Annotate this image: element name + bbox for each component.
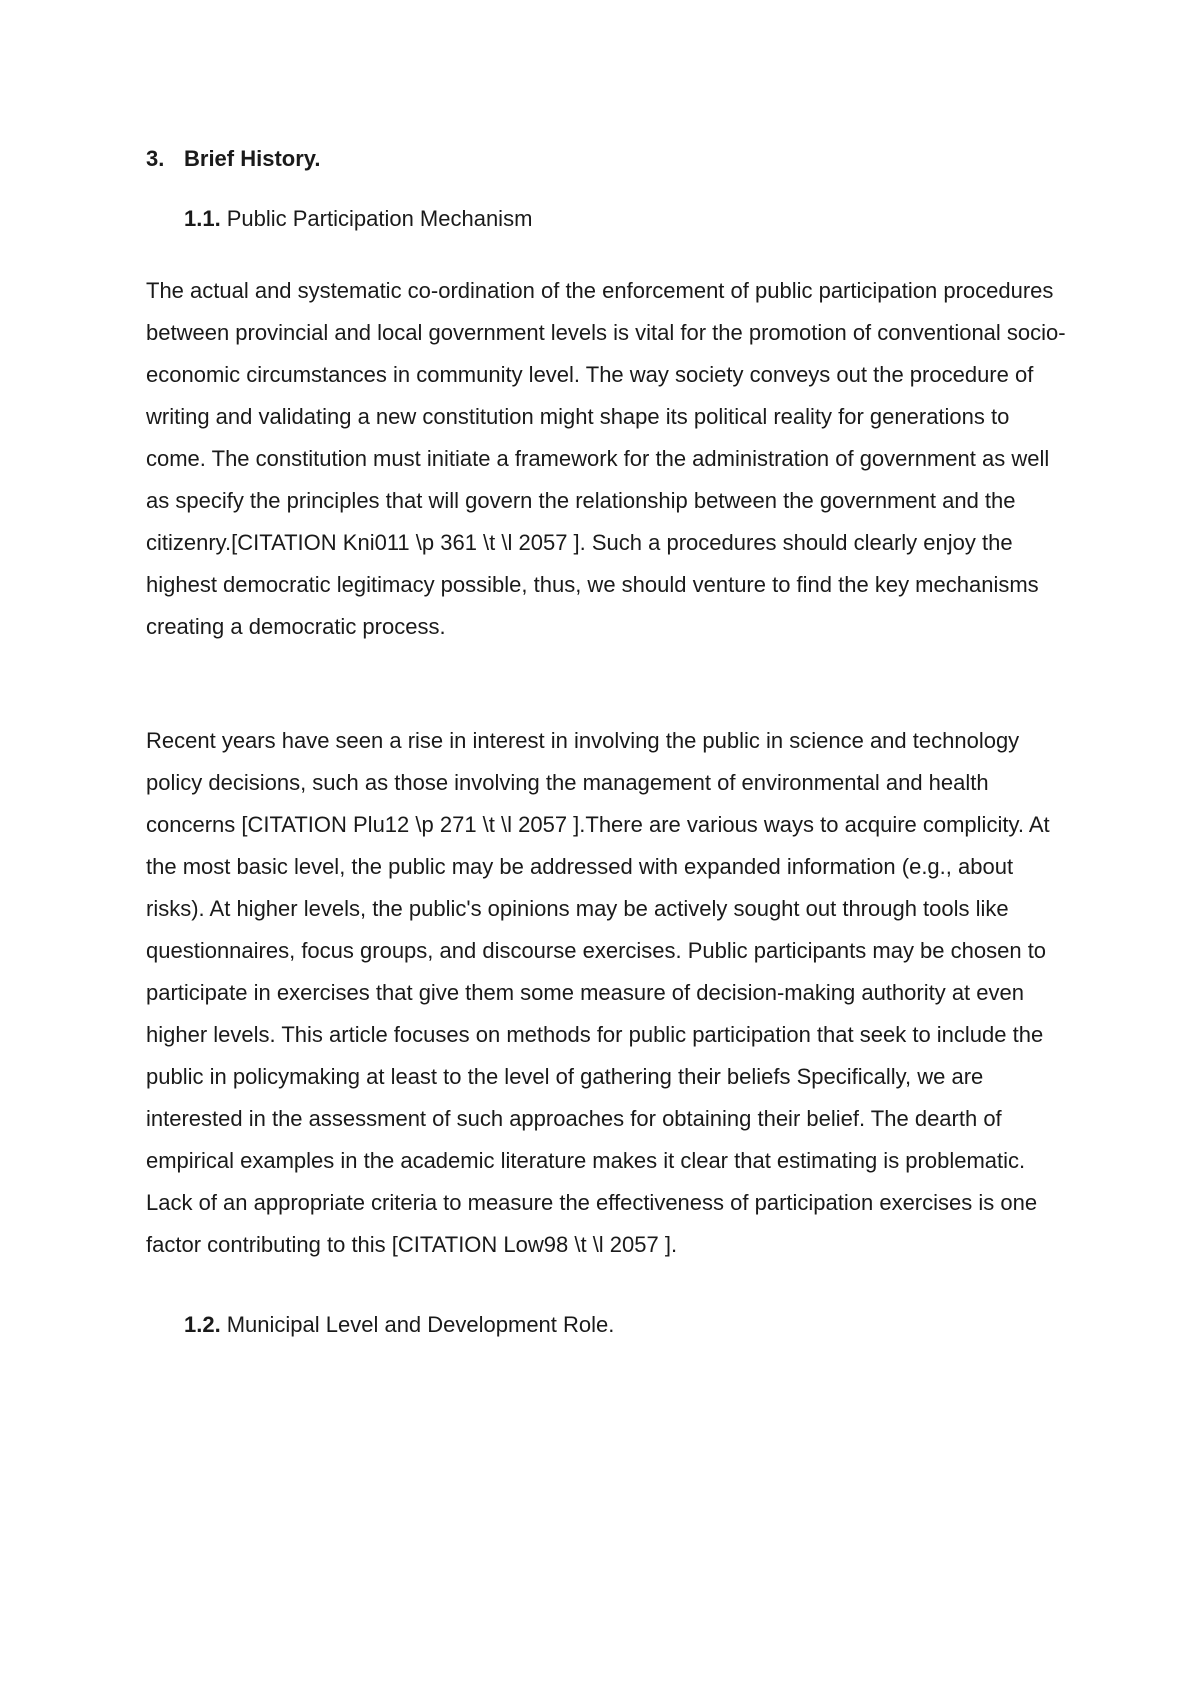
subsection-heading-2 — [184, 1308, 1066, 1342]
subsection-title-2: Municipal Level and Development Role. — [226, 1312, 615, 1337]
paragraph-2: Recent years have seen a rise in interest in involving the public in science and technology policy decisions, such as those involving the management of environmental and health concerns [CITATION Plu12 \p 271 \t \l 2057 ].There are various ways to acquire complicity. At the most basic level, the public may be addressed with expanded information (e.g., about risks). At higher levels, the public's opinions may be actively sought out through tools like questionnaires, focus groups, and discourse exercises. Public participants may be chosen to participate in exercises that give them some measure of decision-making authority at even higher levels. This article focuses on methods for public participation that seek to include the public in policymaking at least to the level of gathering their beliefs Specifically, we are interested in the assessment of such approaches for obtaining their belief. The dearth of empirical examples in the academic literature makes it clear that estimating is problematic. Lack of an appropriate criteria to measure the effectiveness of participation exercises is one factor contributing to this [CITATION Low98 \t \l 2057 ]. — [146, 728, 1050, 1257]
document-content — [146, 142, 1066, 1376]
subsection-number-2: 1.2. — [184, 1312, 221, 1337]
subsection-title-1: Public Participation Mechanism — [226, 206, 533, 231]
subsection-number-1: 1.1. — [184, 206, 221, 231]
paragraph-1: The actual and systematic co-ordination of the enforcement of public participation procedures between provincial and local government levels is vital for the promotion of conventional socio-economic circumstances in community level. The way society conveys out the procedure of writing and validating a new constitution might shape its political reality for generations to come. The constitution must initiate a framework for the administration of government as well as specify the principles that will govern the relationship between the government and the citizenry.[CITATION Kni011 \p 361 \t \l 2057 ]. Such a procedures should clearly enjoy the highest democratic legitimacy possible, thus, we should venture to find the key mechanisms creating a democratic process. — [146, 278, 1066, 639]
section-title: Brief History. — [184, 146, 321, 171]
subsection-heading-1 — [184, 202, 1066, 236]
section-number: 3. — [146, 146, 165, 171]
section-heading — [146, 142, 1066, 176]
